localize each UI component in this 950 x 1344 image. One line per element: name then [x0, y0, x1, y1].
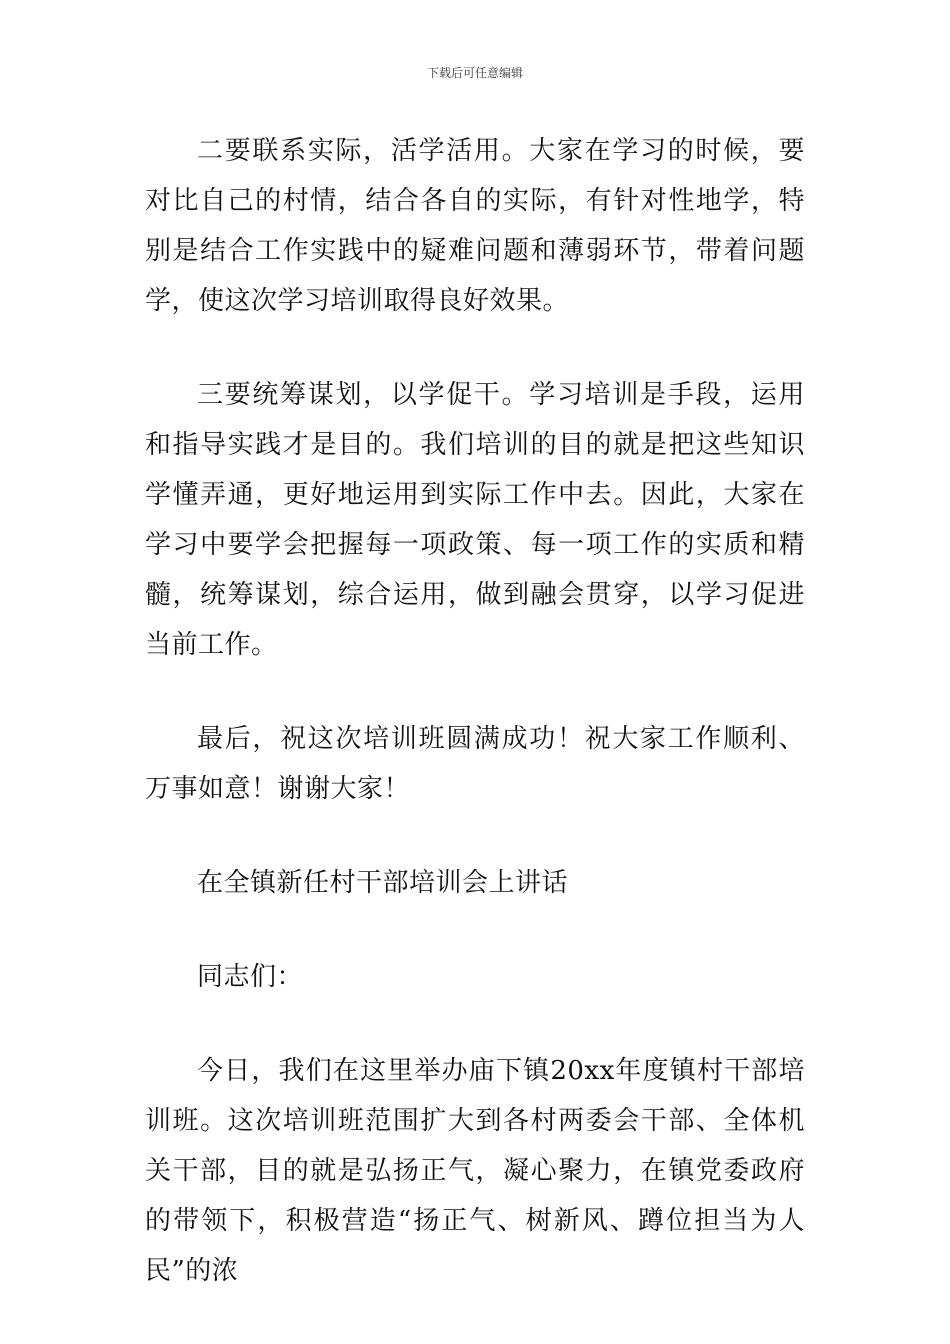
- paragraph-practical-study: 二要联系实际，活学活用。大家在学习的时候，要对比自己的村情，结合各自的实际，有针对性地学，特别是结合工作实践中的疑难问题和薄弱环节，带着问题学，使这次学习培训取得良好效果。: [145, 136, 805, 316]
- paragraph-planning: 三要统筹谋划，以学促干。学习培训是手段，运用和指导实践才是目的。我们培训的目的就是把这些知识学懂弄通，更好地运用到实际工作中去。因此，大家在学习中要学会把握每一项政策、每一项工作的实质和精髓，统筹谋划，综合运用，做到融会贯穿，以学习促进当前工作。: [145, 380, 805, 660]
- salutation: 同志们：: [197, 962, 304, 992]
- document-body: [145, 126, 805, 1296]
- speech-title: 在全镇新任村干部培训会上讲话: [197, 868, 569, 898]
- paragraph-closing-wishes: 最后，祝这次培训班圆满成功！祝大家工作顺利、万事如意！谢谢大家！: [145, 724, 805, 804]
- page-header-note: 下载后可任意编辑: [426, 66, 523, 80]
- paragraph-opening: 今日，我们在这里举办庙下镇20xx年度镇村干部培训班。这次培训班范围扩大到各村两委会干部、全体机关干部，目的就是弘扬正气，凝心聚力，在镇党委政府的带领下，积极营造“扬正气、树新风、蹲位担当为人民”的浓: [145, 1056, 805, 1286]
